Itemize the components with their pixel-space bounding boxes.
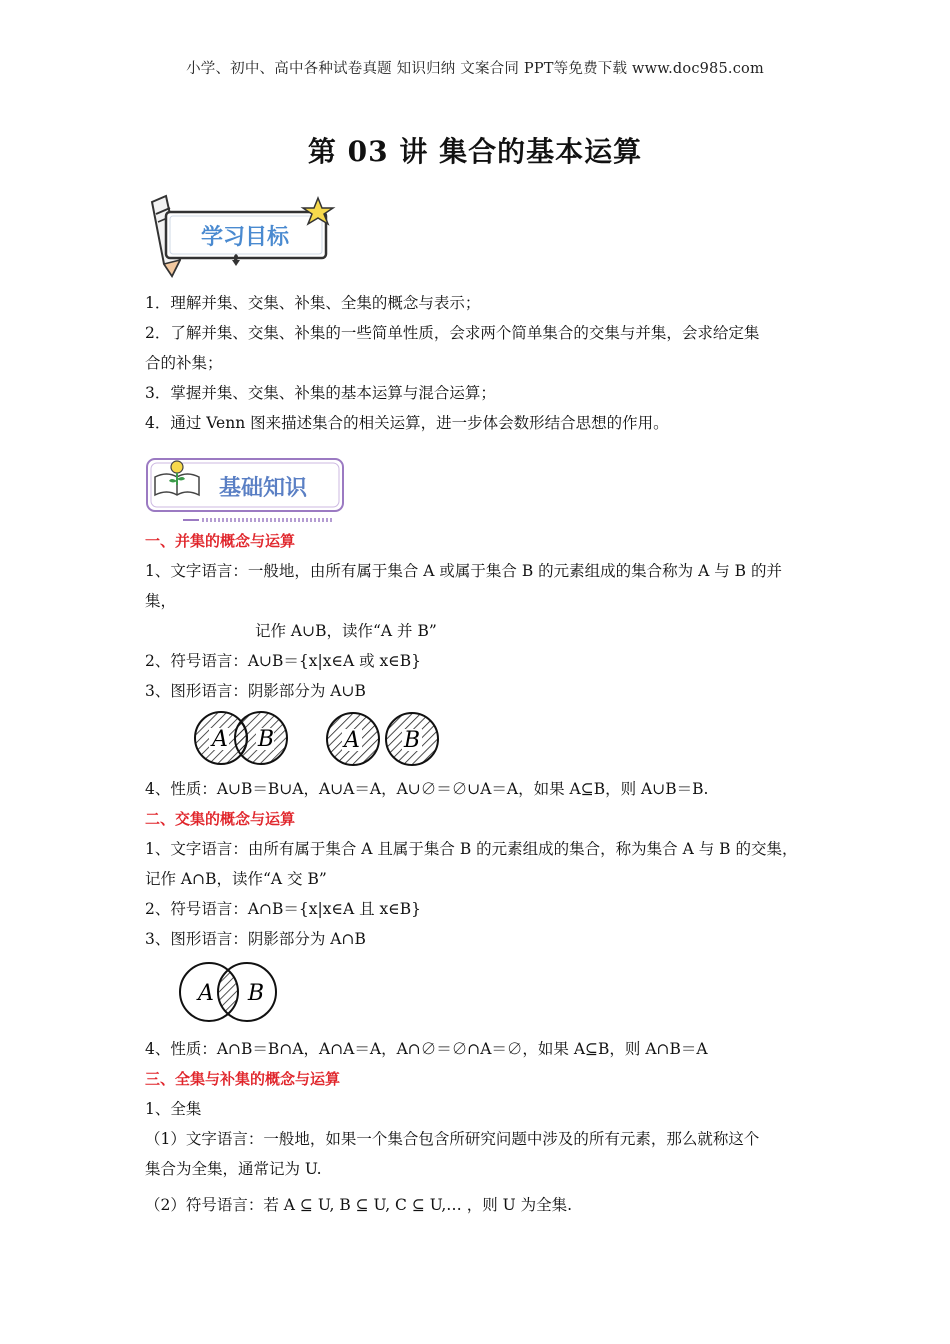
union-text-language: 1、文字语言：一般地，由所有属于集合 A 或属于集合 B 的元素组成的集合称为 A 与 B 的并 [145,562,782,580]
goal-item: 4．通过 Venn 图来描述集合的相关运算，进一步体会数形结合思想的作用。 [145,414,669,432]
basics-badge-label: 基础知识 [218,476,308,501]
goal-item: 1．理解并集、交集、补集、全集的概念与表示； [145,294,481,312]
universal-text-language: （1）文字语言：一般地，如果一个集合包含所研究问题中涉及的所有元素，那么就称这个 [145,1130,760,1148]
union-symbolic-language: 2、符号语言：A∪B＝{x|x∈A 或 x∈B} [145,652,421,670]
universal-subheading: 1、全集 [145,1100,202,1118]
learning-goals-badge [140,190,340,280]
venn-label-b: B [403,728,421,753]
goal-item: 2．了解并集、交集、补集的一些简单性质，会求两个简单集合的交集与并集，会求给定集 [145,324,760,342]
union-venn-diagrams [190,706,450,776]
intersection-properties: 4、性质：A∩B＝B∩A，A∩A＝A，A∩∅＝∅∩A＝∅，如果 A⊆B，则 A∩B＝A [145,1040,708,1058]
goal-item: 3．掌握并集、交集、补集的基本运算与混合运算； [145,384,496,402]
section-heading-intersection: 二、交集的概念与运算 [145,810,296,828]
page-title: 第 03 讲 集合的基本运算 [307,135,643,168]
basic-knowledge-badge [143,455,348,525]
venn-label-b: B [247,981,265,1006]
section-heading-universal: 三、全集与补集的概念与运算 [145,1070,341,1088]
universal-text-language-cont: 集合为全集，通常记为 U. [145,1160,322,1178]
venn-separate-union [327,713,438,765]
venn-label-a: A [212,727,228,752]
intersection-venn-diagram [176,958,286,1028]
union-notation: 记作 A∪B，读作“A 并 B” [255,622,437,640]
intersection-notation: 记作 A∩B，读作“A 交 B” [145,870,327,888]
union-graphic-language: 3、图形语言：阴影部分为 A∪B [145,682,366,700]
venn-overlapping-union [195,712,287,764]
page-header: 小学、初中、高中各种试卷真题 知识归纳 文案合同 PPT等免费下载 www.doc985.com [186,61,764,77]
union-properties: 4、性质：A∪B＝B∪A，A∪A＝A，A∪∅＝∅∪A＝A，如果 A⊆B，则 A∪B＝B. [145,780,709,798]
intersection-graphic-language: 3、图形语言：阴影部分为 A∩B [145,930,366,948]
section-heading-union: 一、并集的概念与运算 [145,532,296,550]
intersection-symbolic-language: 2、符号语言：A∩B＝{x|x∈A 且 x∈B} [145,900,421,918]
universal-symbolic-language: （2）符号语言：若 A ⊆ U, B ⊆ U, C ⊆ U,… ，则 U 为全集. [145,1196,573,1214]
goal-item: 合的补集； [145,354,223,372]
goals-badge-label: 学习目标 [200,225,290,250]
union-text-language-cont: 集， [145,592,177,610]
venn-label-a: A [344,728,360,753]
intersection-text-language: 1、文字语言：由所有属于集合 A 且属于集合 B 的元素组成的集合，称为集合 A 与 B 的交集， [145,840,798,858]
venn-label-b: B [257,727,275,752]
venn-label-a: A [198,981,214,1006]
